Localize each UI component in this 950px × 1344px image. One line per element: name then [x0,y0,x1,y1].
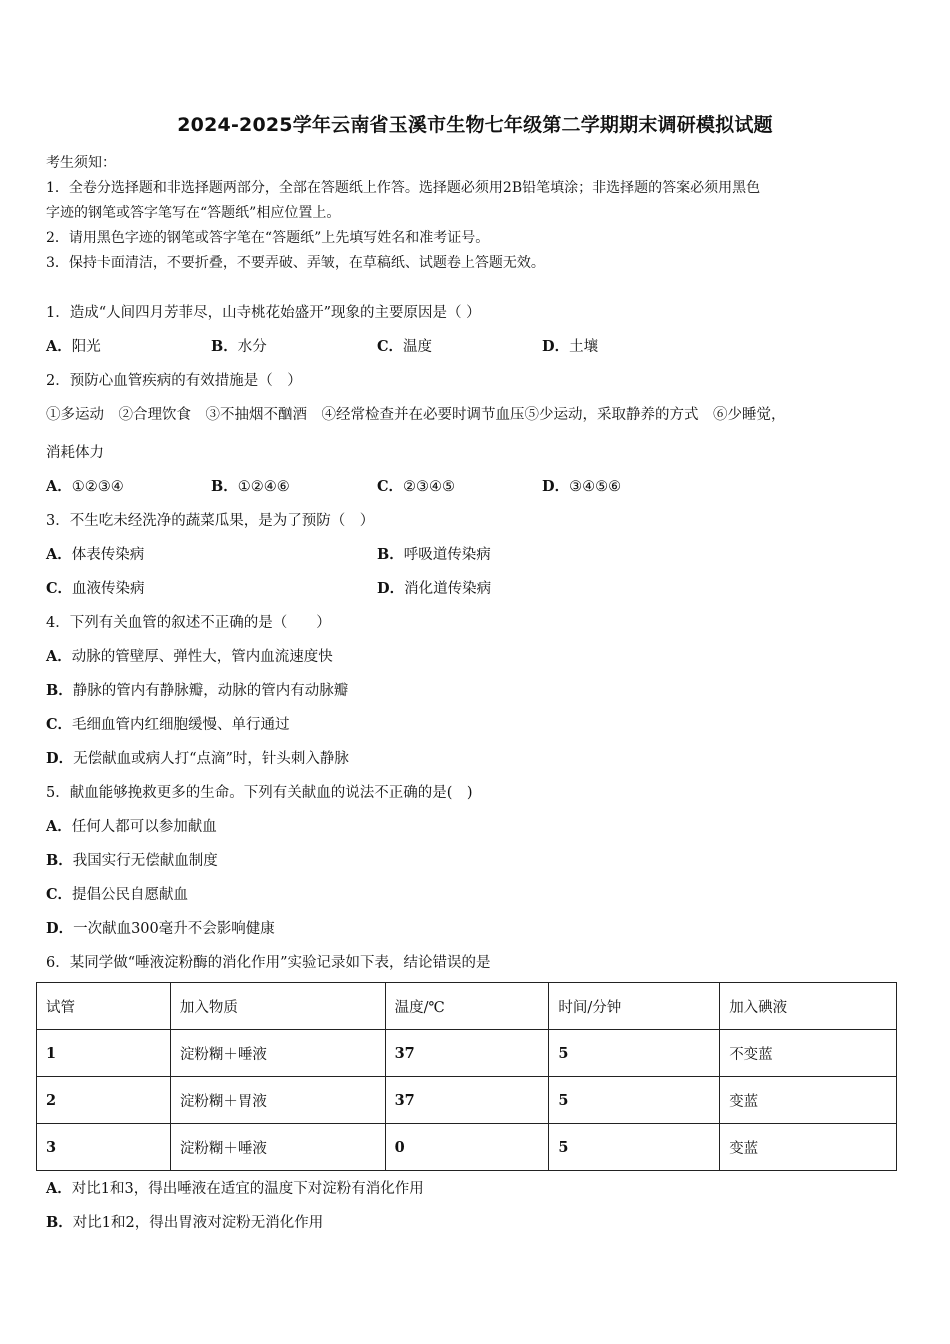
option-text: 呼吸道传染病 [403,547,491,563]
option-letter: B． [211,338,238,355]
option-letter: A． [46,648,72,665]
option-letter: B． [211,478,238,495]
table-cell: 1 [37,1030,171,1077]
table-cell: 3 [37,1124,171,1171]
q2-option-b[interactable] [211,475,290,496]
page-title: 2024-2025学年云南省玉溪市生物七年级第二学期期末调研模拟试题 [177,114,773,136]
option-letter: C． [46,580,73,597]
option-text: 体表传染病 [71,547,145,563]
option-text: 水分 [237,339,267,355]
option-text: 一次献血300毫升不会影响健康 [73,921,275,937]
q5-option-c[interactable] [46,883,188,904]
table-cell: 淀粉糊＋唾液 [170,1124,385,1171]
notice-line: 2．请用黑色字迹的钢笔或答字笔在“答题纸”上先填写姓名和准考证号。 [46,230,490,246]
question-2-measures: ①多运动 ②合理饮食 ③不抽烟不酗酒 ④经常检查并在必要时调节血压⑤少运动，采取静养的方式 ⑥少睡觉， [46,407,786,423]
option-letter: D． [46,920,74,937]
question-5-stem: 5．献血能够挽救更多的生命。下列有关献血的说法不正确的是( ) [46,785,473,801]
option-letter: B． [46,682,73,699]
table-row [37,1124,897,1171]
question-2-stem: 2．预防心血管疾病的有效措施是（ ） [46,373,302,389]
option-text: 任何人都可以参加献血 [71,819,217,835]
q1-option-c[interactable] [377,335,432,356]
q5-option-d[interactable] [46,917,275,938]
option-letter: D． [377,580,405,597]
option-letter: D． [542,478,570,495]
option-letter: B． [46,852,73,869]
table-cell: 37 [385,1077,549,1124]
option-letter: D． [46,750,74,767]
option-text: 温度 [403,339,433,355]
notice-line: 字迹的钢笔或答字笔写在“答题纸”相应位置上。 [46,205,341,221]
table-cell: 淀粉糊＋唾液 [170,1030,385,1077]
q6-option-b[interactable] [46,1211,323,1232]
notice-line: 1．全卷分选择题和非选择题两部分，全部在答题纸上作答。选择题必须用2B铅笔填涂；非选择题的答案必须用黑色 [46,180,761,196]
option-text: ①②④⑥ [237,479,290,495]
option-text: 毛细血管内红细胞缓慢、单行通过 [72,717,290,733]
table-header-row [37,983,897,1030]
q5-option-a[interactable] [46,815,217,836]
option-text: 消化道传染病 [404,581,492,597]
q1-option-b[interactable] [211,335,267,356]
option-text: 我国实行无偿献血制度 [72,853,218,869]
q3-option-d[interactable] [377,577,491,598]
question-4-stem: 4．下列有关血管的叙述不正确的是（ ） [46,615,331,631]
option-text: 阳光 [71,339,101,355]
option-text: ②③④⑤ [403,479,456,495]
q1-option-d[interactable] [542,335,598,356]
q6-option-a[interactable] [46,1177,424,1198]
q4-option-a[interactable] [46,645,333,666]
table-cell: 不变蓝 [720,1030,897,1077]
table-cell: 5 [549,1077,720,1124]
option-letter: C． [377,338,404,355]
option-letter: C． [46,886,73,903]
table-cell: 2 [37,1077,171,1124]
question-1-stem: 1．造成“人间四月芳菲尽，山寺桃花始盛开”现象的主要原因是（ ） [46,305,481,321]
table-row [37,1030,897,1077]
table-cell: 0 [385,1124,549,1171]
option-text: ①②③④ [71,479,124,495]
experiment-table [36,982,897,1171]
q3-option-b[interactable] [377,543,491,564]
option-text: 静脉的管内有静脉瓣，动脉的管内有动脉瓣 [72,683,349,699]
table-header-cell: 温度/℃ [385,983,549,1030]
table-cell: 淀粉糊＋胃液 [170,1077,385,1124]
question-3-stem: 3．不生吃未经洗净的蔬菜瓜果，是为了预防（ ） [46,513,375,529]
q1-option-a[interactable] [46,335,101,356]
option-letter: D． [542,338,570,355]
table-row [37,1077,897,1124]
option-letter: A． [46,1180,72,1197]
option-letter: B． [46,1214,73,1231]
option-text: 对比1和3，得出唾液在适宜的温度下对淀粉有消化作用 [71,1181,424,1197]
option-letter: A． [46,478,72,495]
option-text: 无偿献血或病人打“点滴”时，针头刺入静脉 [73,751,349,767]
table-cell: 变蓝 [720,1124,897,1171]
table-cell: 5 [549,1124,720,1171]
option-letter: B． [377,546,404,563]
question-6-stem: 6．某同学做“唾液淀粉酶的消化作用”实验记录如下表，结论错误的是 [46,955,491,971]
option-letter: A． [46,338,72,355]
option-text: 血液传染病 [72,581,145,597]
table-cell: 5 [549,1030,720,1077]
option-text: 对比1和2，得出胃液对淀粉无消化作用 [72,1215,324,1231]
option-text: 提倡公民自愿献血 [72,887,189,903]
table-header-cell: 加入碘液 [720,983,897,1030]
option-letter: C． [377,478,404,495]
q2-option-d[interactable] [542,475,621,496]
q4-option-c[interactable] [46,713,290,734]
q2-option-a[interactable] [46,475,124,496]
option-letter: C． [46,716,73,733]
q4-option-b[interactable] [46,679,348,700]
table-header-cell: 时间/分钟 [549,983,720,1030]
table-header-cell: 加入物质 [170,983,385,1030]
q3-option-a[interactable] [46,543,144,564]
question-2-measures-cont: 消耗体力 [46,445,104,461]
option-text: 土壤 [569,339,599,355]
option-letter: A． [46,818,72,835]
q5-option-b[interactable] [46,849,218,870]
table-cell: 变蓝 [720,1077,897,1124]
option-letter: A． [46,546,72,563]
notice-line: 3．保持卡面清洁，不要折叠，不要弄破、弄皱，在草稿纸、试题卷上答题无效。 [46,255,545,271]
notice-heading: 考生须知： [46,155,116,171]
table-cell: 37 [385,1030,549,1077]
q2-option-c[interactable] [377,475,455,496]
q3-option-c[interactable] [46,577,145,598]
table-header-cell: 试管 [37,983,171,1030]
option-text: 动脉的管壁厚、弹性大，管内血流速度快 [71,649,333,665]
option-text: ③④⑤⑥ [569,479,622,495]
q4-option-d[interactable] [46,747,349,768]
